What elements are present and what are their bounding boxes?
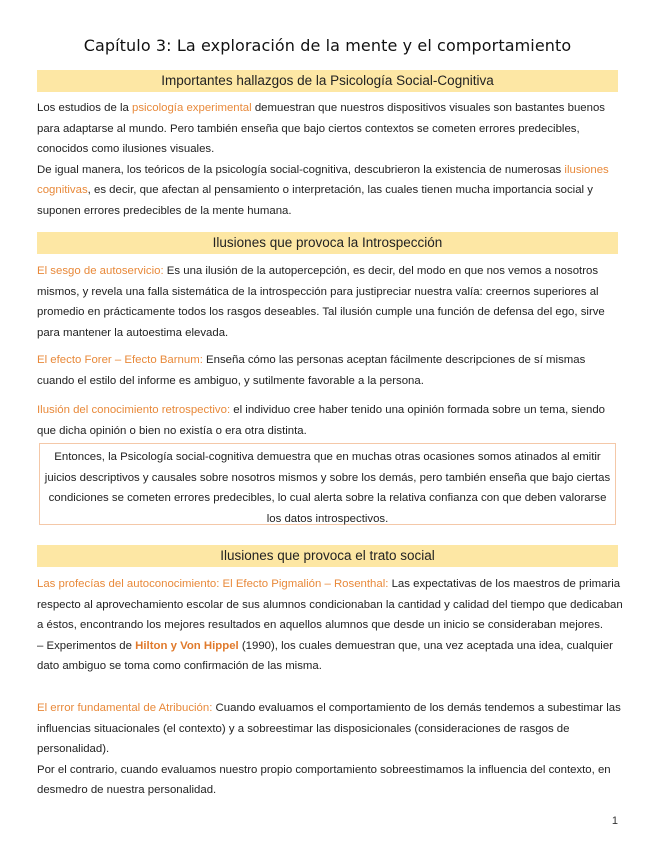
term-label: Las profecías del autoconocimiento: El Efecto Pigmalión – Rosenthal: bbox=[37, 578, 389, 590]
text-run: (1990), los cuales demuestran que, una vez aceptada una idea, cualquier dato ambiguo se toma como confirmación de las misma. bbox=[37, 639, 613, 672]
term-definition: Las expectativas de los maestros de primaria respecto al aprovechamiento escolar de sus alumnos condicionaban la cantidad y calidad del tiempo que dedicaban a éstos, encontrando los mejores resultados en aquellos alumnos que desde un inicio se consideraban mejores. bbox=[37, 578, 623, 631]
chapter-title: Capítulo 3: La exploración de la mente y el comportamiento bbox=[83, 36, 572, 55]
page-number: 1 bbox=[611, 815, 618, 827]
author-highlight: Hilton y Von Hippel bbox=[135, 639, 239, 652]
term-definition: Cuando evaluamos el comportamiento de los demás tendemos a subestimar las influencias situacionales (el contexto) y a sobreestimar las disposicionales (consideraciones de rasgos de personalidad). bbox=[37, 702, 621, 755]
term-label: El sesgo de autoservicio: bbox=[37, 265, 164, 277]
item-error-fundamental bbox=[37, 698, 623, 801]
paragraph: Por el contrario, cuando evaluamos nuestro propio comportamiento sobreestimamos la influencia del contexto, en desmedro de nuestra personalidad. bbox=[37, 763, 611, 796]
highlight-term: psicología experimental bbox=[132, 102, 252, 114]
term-definition: Es una ilusión de la autopercepción, es decir, del modo en que nos vemos a nosotros mismos, y revela una falla sistemática de la introspección para justipreciar nuestra valía: creernos superiores al promedio en prácticamente todos los rasgos deseables. Tal ilusión cumple una función de defensa del ego, sirve para mantener la autoestima elevada. bbox=[37, 265, 605, 339]
text-run: demuestran que nuestros dispositivos visuales son bastantes buenos para adaptarse al mundo. Pero también enseña que bajo ciertos contextos se cometen errores predecibles, conocidos como ilusiones visuales. bbox=[37, 102, 605, 155]
highlight-term: ilusiones cognitivas bbox=[37, 163, 609, 196]
text-run: Los estudios de la bbox=[37, 102, 132, 114]
section-heading-trato-social: Ilusiones que provoca el trato social bbox=[37, 545, 618, 567]
section-heading-hallazgos: Importantes hallazgos de la Psicología Social-Cognitiva bbox=[37, 70, 618, 92]
text-run: – Experimentos de bbox=[37, 639, 136, 652]
term-label: Ilusión del conocimiento retrospectivo: bbox=[37, 404, 231, 416]
item-efecto-forer bbox=[37, 350, 623, 391]
term-definition: el individuo cree haber tenido una opinión formada sobre un tema, siendo que dicha opinión o bien no existía o era otra distinta. bbox=[37, 404, 605, 437]
term-label: El efecto Forer – Efecto Barnum: bbox=[37, 354, 203, 366]
paragraph bbox=[37, 98, 623, 160]
term-label: El error fundamental de Atribución: bbox=[37, 702, 213, 714]
section-heading-introspeccion: Ilusiones que provoca la Introspección bbox=[37, 232, 618, 254]
item-conocimiento-retrospectivo bbox=[37, 400, 623, 441]
paragraph bbox=[37, 160, 623, 222]
text-run: , es decir, que afectan al pensamiento o interpretación, las cuales tienen mucha importancia social y suponen errores predecibles de la mente humana. bbox=[37, 184, 593, 217]
experiment-note bbox=[37, 636, 623, 677]
text-run: De igual manera, los teóricos de la psicología social-cognitiva, descubrieron la existencia de numerosas bbox=[37, 163, 565, 176]
term-definition: Enseña cómo las personas aceptan fácilmente descripciones de sí mismas cuando el estilo del informe es ambiguo, y sutilmente favorable a la persona. bbox=[37, 354, 586, 387]
section-body-hallazgos bbox=[37, 98, 623, 221]
summary-box: Entonces, la Psicología social-cognitiva demuestra que en muchas otras ocasiones somos atinados al emitir juicios descriptivos y causales sobre nosotros mismos y sobre los demás, pero también enseña que bajo ciertas condiciones se cometen errores predecibles, lo cual alerta sobre la relativa confianza con que deben valorarse los datos introspectivos. bbox=[39, 443, 616, 525]
item-sesgo-autoservicio bbox=[37, 261, 623, 343]
item-efecto-pigmalion bbox=[37, 574, 623, 677]
